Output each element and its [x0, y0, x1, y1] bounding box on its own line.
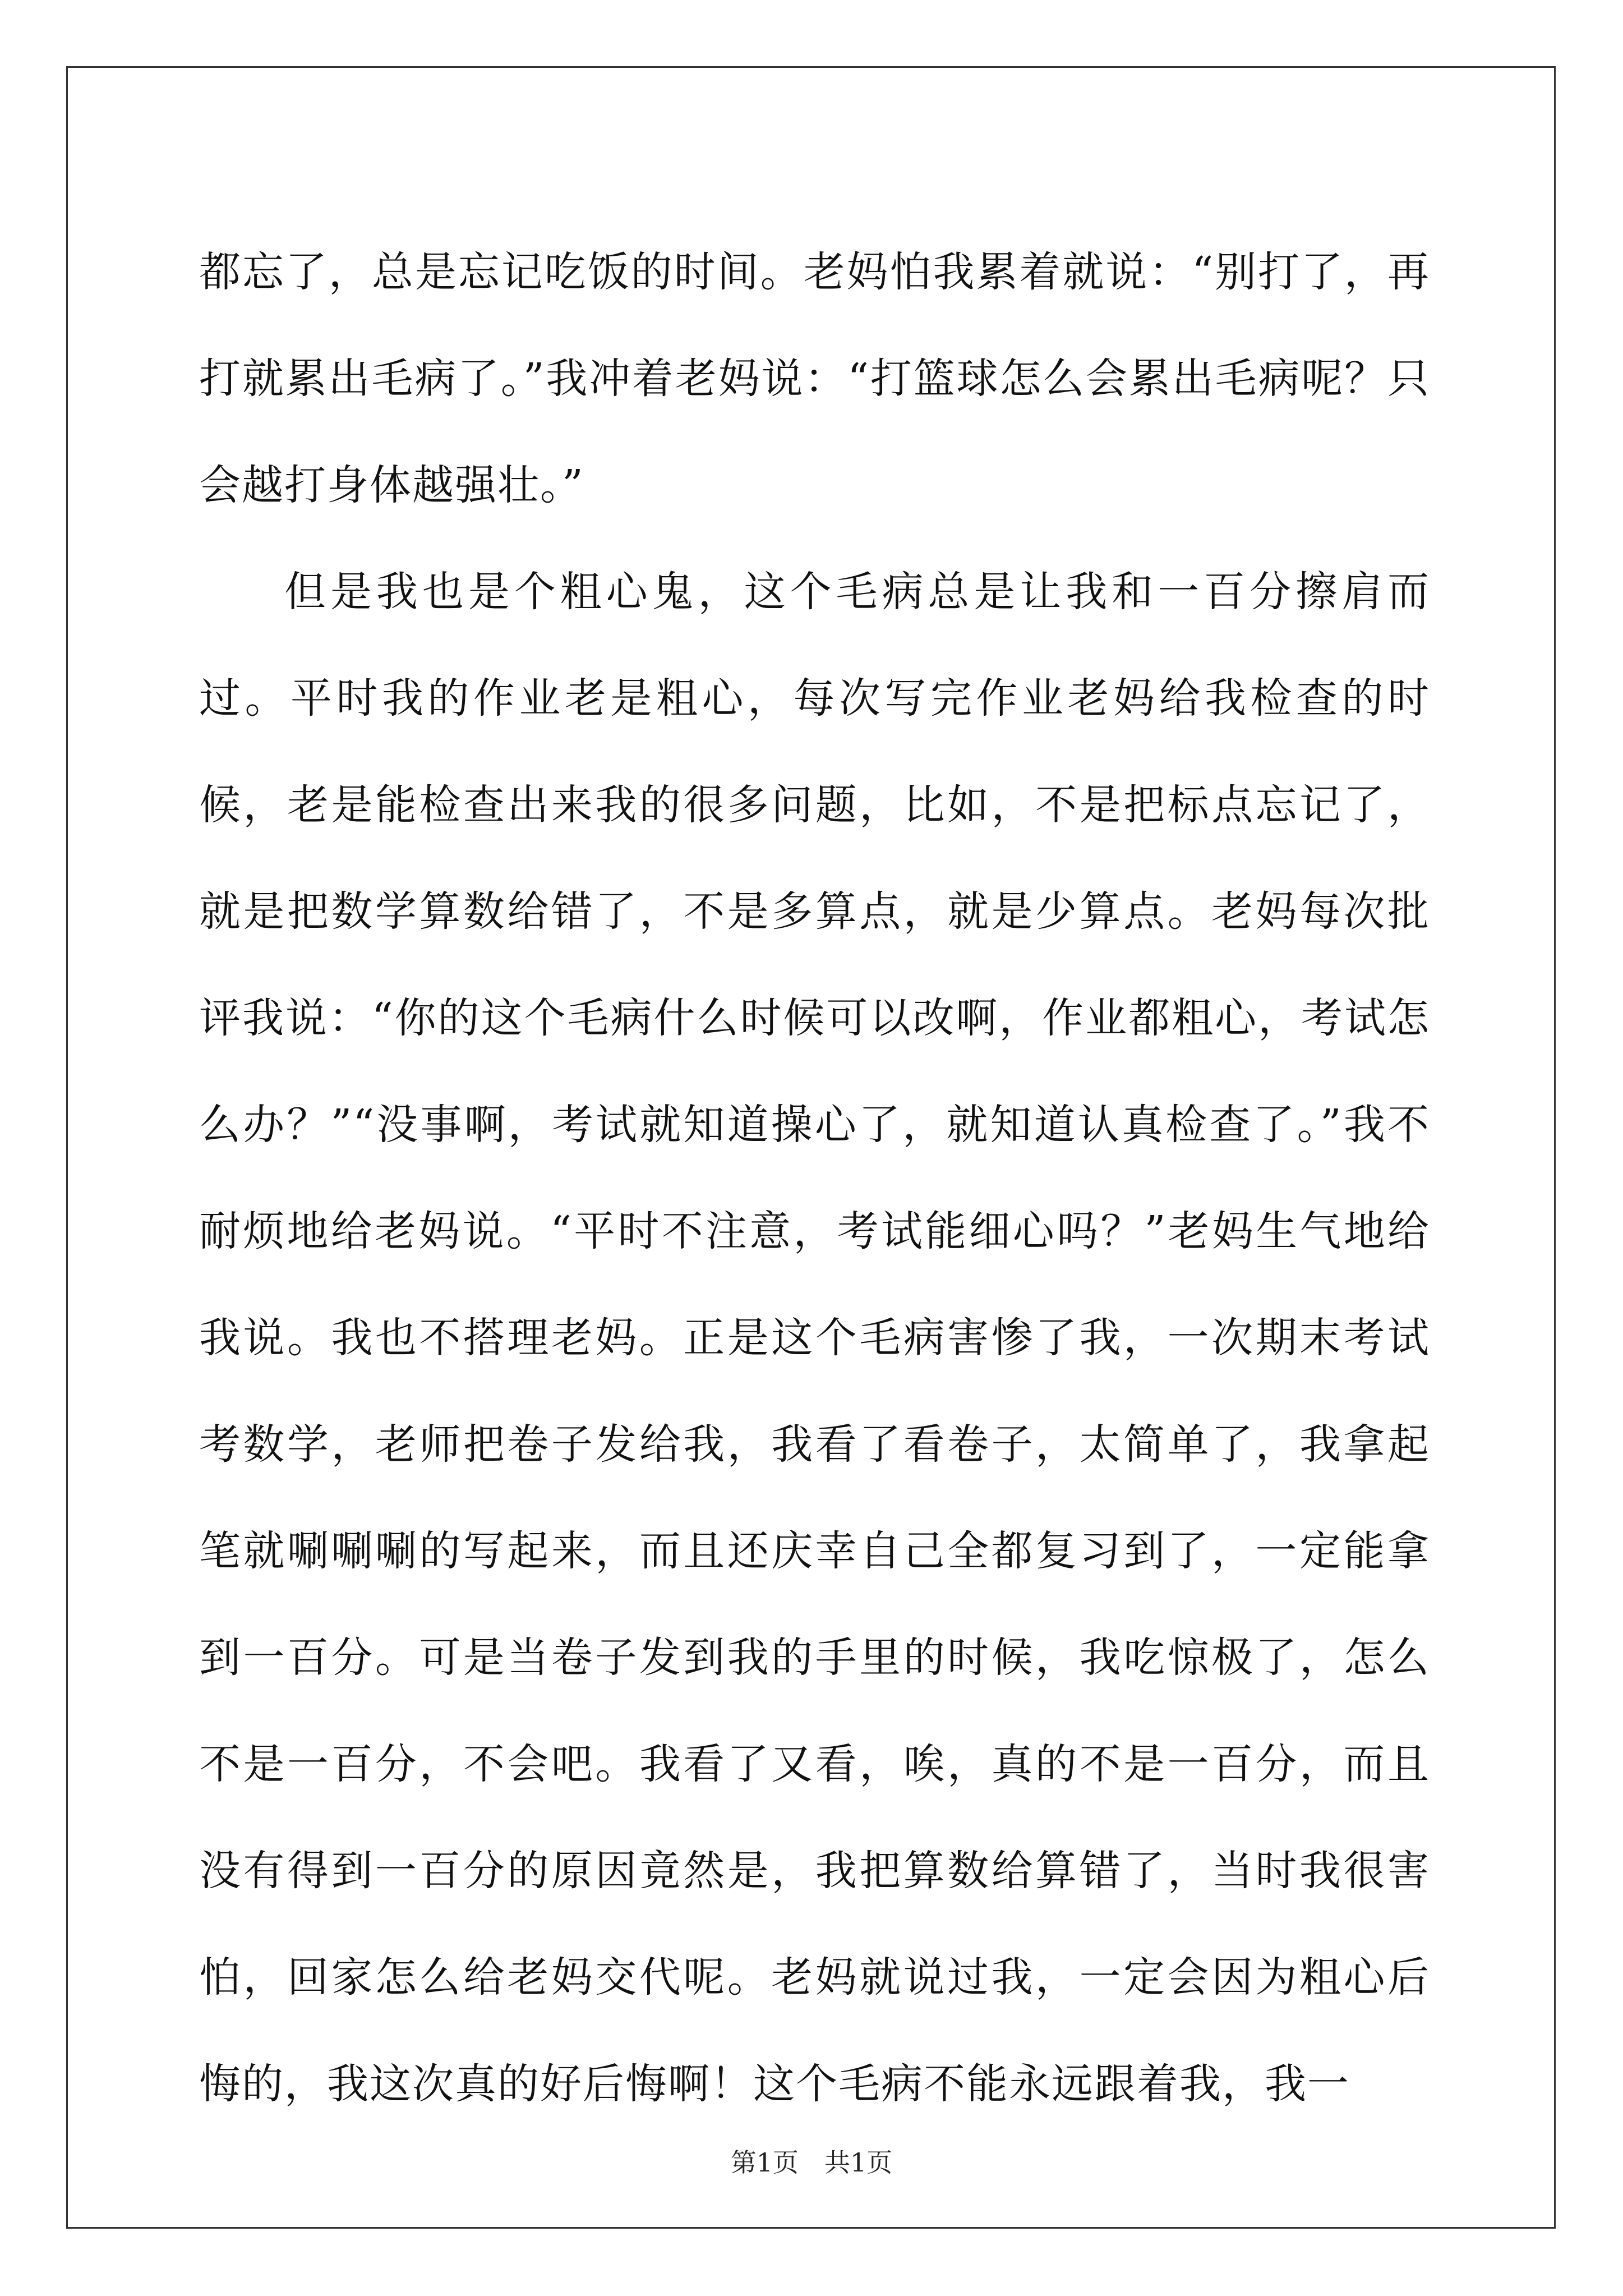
page-footer — [0, 2146, 1623, 2179]
page-number: 第1页 — [730, 2147, 799, 2178]
page-total: 共1页 — [824, 2147, 893, 2178]
document-body — [199, 219, 1430, 2137]
paragraph-2: 但是我也是个粗心鬼，这个毛病总是让我和一百分擦肩而过。平时我的作业老是粗心，每次写完作业老妈给我检查的时候，老是能检查出来我的很多问题，比如，不是把标点忘记了，就是把数学算数给错了，不是多算点，就是少算点。老妈每次批评我说：“你的这个毛病什么时候可以改啊，作业都粗心，考试怎么办？”“没事啊，考试就知道操心了，就知道认真检查了。”我不耐烦地给老妈说。“平时不注意，考试能细心吗？”老妈生气地给我说。我也不搭理老妈。正是这个毛病害惨了我，一次期末考试考数学，老师把卷子发给我，我看了看卷子，太简单了，我拿起笔就唰唰唰的写起来，而且还庆幸自己全都复习到了，一定能拿到一百分。可是当卷子发到我的手里的时候，我吃惊极了，怎么不是一百分，不会吧。我看了又看，唉，真的不是一百分，而且没有得到一百分的原因竟然是，我把算数给算错了，当时我很害怕，回家怎么给老妈交代呢。老妈就说过我，一定会因为粗心后悔的，我这次真的好后悔啊！这个毛病不能永远跟着我，我一 — [199, 568, 1430, 2108]
paragraph-1: 都忘了，总是忘记吃饭的时间。老妈怕我累着就说：“别打了，再打就累出毛病了。”我冲着老妈说：“打篮球怎么会累出毛病呢？只会越打身体越强壮。” — [199, 248, 1430, 509]
